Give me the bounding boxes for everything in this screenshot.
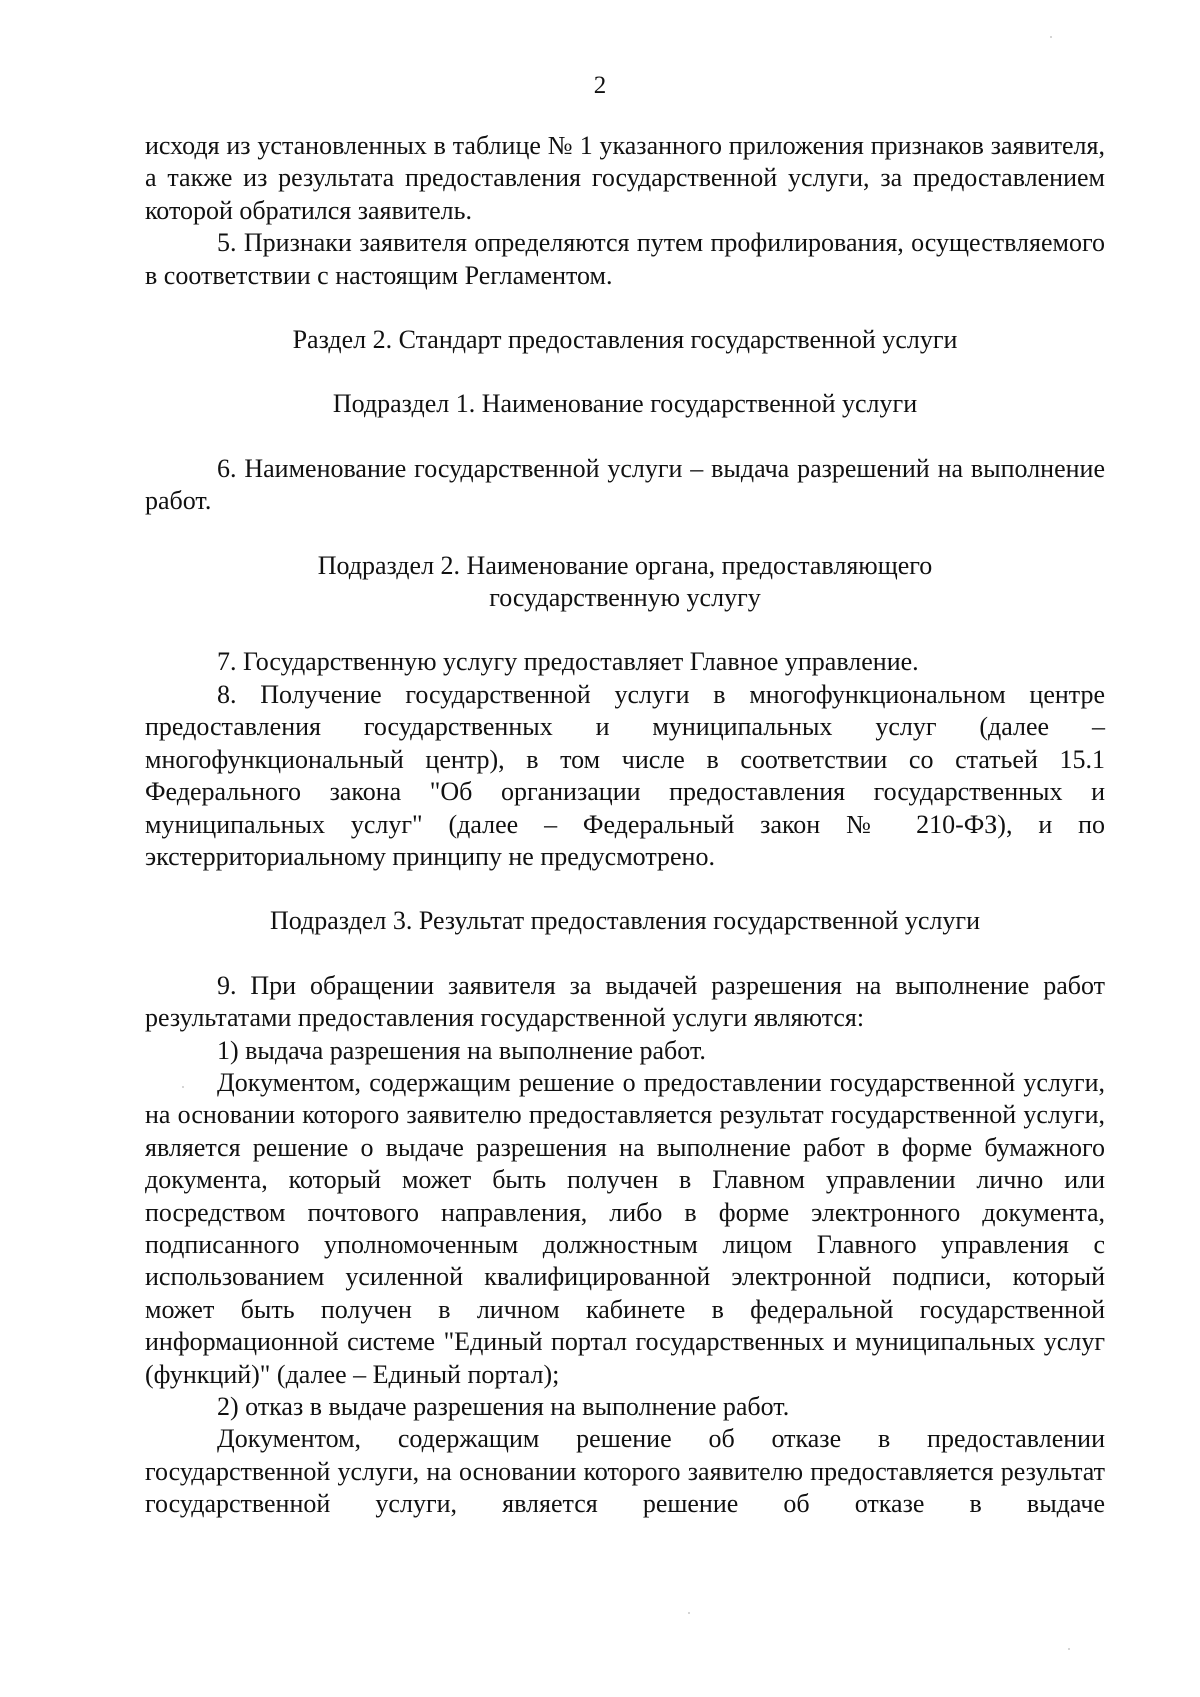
subsection-3-heading: Подраздел 3. Результат предоставления государственной услуги xyxy=(269,906,981,936)
scan-speck xyxy=(1068,1648,1070,1650)
scan-speck xyxy=(688,1612,690,1614)
paragraph-5: 5. Признаки заявителя определяются путем профилирования, осуществляемого в соответствии с настоящим Регламентом. xyxy=(145,228,1105,290)
paragraph-intro-continuation: исходя из установленных в таблице № 1 указанного приложения признаков заявителя, а также из результата предоставления государственной услуги, за предоставлением которой обратился заявитель. xyxy=(145,131,1105,225)
section-2-heading: Раздел 2. Стандарт предоставления государственной услуги xyxy=(292,325,958,355)
paragraph-9-document-grant: Документом, содержащим решение о предоставлении государственной услуги, на основании которого заявителю предоставляется результат государственной услуги, является решение о выдаче разрешения на выполнение работ в форме бумажного документа, который может быть получен в Главном управлении лично или посредством почтового направления, либо в форме электронного документа, подписанного уполномоченным должностным лицом Главного управления с использованием усиленной квалифицированной электронной подписи, который может быть получен в личном кабинете в федеральной государственной информационной системе "Единый портал государственных и муниципальных услуг (функций)" (далее – Единый портал); xyxy=(145,1067,1105,1389)
subsection-1-heading: Подраздел 1. Наименование государственной услуги xyxy=(332,389,918,419)
scan-speck xyxy=(1050,36,1052,38)
document-body xyxy=(145,130,1105,1521)
subsection-2-heading-line-1: Подраздел 2. Наименование органа, предоставляющего xyxy=(317,550,933,580)
subsection-2-heading xyxy=(145,550,1105,615)
paragraph-7: 7. Государственную услугу предоставляет Главное управление. xyxy=(217,647,919,677)
page-number: 2 xyxy=(593,72,607,99)
subsection-2-heading-line-2: государственную услугу xyxy=(489,583,761,613)
paragraph-9-document-refusal: Документом, содержащим решение об отказе в предоставлении государственной услуги, на основании которого заявителю предоставляется результат государственной услуги, является решение об отказе в выдаче xyxy=(145,1424,1105,1519)
scan-speck xyxy=(182,1086,184,1088)
paragraph-9: 9. При обращении заявителя за выдачей разрешения на выполнение работ результатами предоставления государственной услуги являются: xyxy=(145,970,1105,1033)
paragraph-9-item-1: 1) выдача разрешения на выполнение работ. xyxy=(217,1035,706,1065)
paragraph-6: 6. Наименование государственной услуги – выдача разрешений на выполнение работ. xyxy=(145,453,1105,516)
paragraph-9-item-2: 2) отказ в выдаче разрешения на выполнение работ. xyxy=(217,1392,790,1421)
paragraph-8: 8. Получение государственной услуги в многофункциональном центре предоставления государственных и муниципальных услуг (далее – многофункциональный центр), в том числе в соответствии со статьей 15.1 Федерального закона "Об организации предоставления государственных и муниципальных услуг" (далее – Федеральный закон № 210-ФЗ), и по экстерриториальному принципу не предусмотрено. xyxy=(145,679,1105,871)
